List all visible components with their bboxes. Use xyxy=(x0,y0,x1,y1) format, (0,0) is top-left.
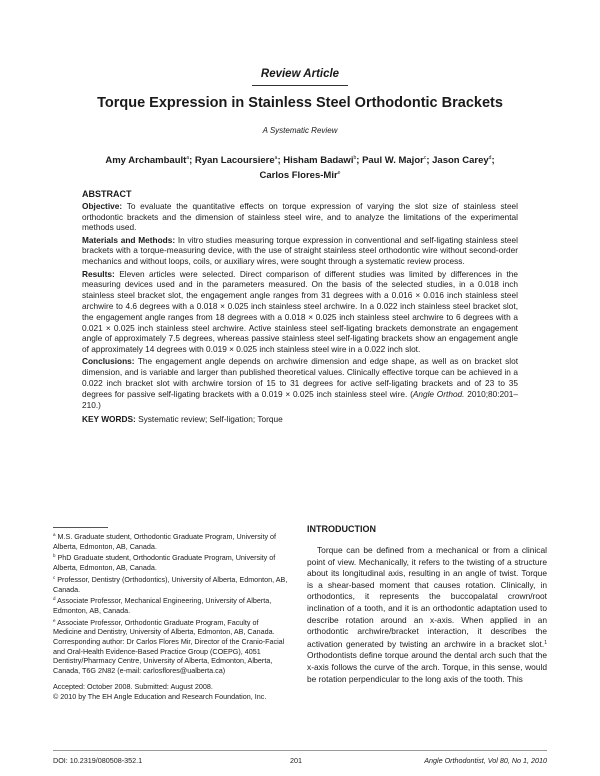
author-name: Paul W. Major$^c$; xyxy=(362,155,433,166)
corresponding-author: Corresponding author: Dr Carlos Flores Mir, Director of the Cranio-Facial and Oral-Health Evidence-Based Practice Group (COEPG), 4051 Dentistry/Pharmacy Centre, University of Alberta, Edmonton, Alberta, Canada, T6G 2N82 (e-mail: carlosflores@ualberta.ca) xyxy=(53,637,285,676)
footnote: $^c$ Professor, Dentistry (Orthodontics), University of Alberta, Edmonton, AB, Canada. xyxy=(53,574,288,594)
author-name: Ryan Lacoursiere$^a$; xyxy=(194,155,284,166)
abstract-conclusions: Conclusions: The engagement angle depends on archwire dimension and edge shape, as well as on bracket slot dimension, and is variable and larger than published theoretical values. Clinically effective torque can be achieved in a 0.022 inch bracket slot with archwire torsion of 15 to 31 degrees for active self-ligating brackets and of 23 to 35 degrees for passive self-ligating brackets with a 0.019 × 0.025 inch stainless steel wire. (Angle Orthod. 2010;80:201–210.) xyxy=(82,356,519,410)
footnote: $^d$ Associate Professor, Mechanical Engineering, University of Alberta, Edmonton, AB, Canada. xyxy=(53,596,272,615)
footnotes xyxy=(53,530,288,701)
author-name: Hisham Badawi$^b$; xyxy=(283,155,363,166)
journal-info: Angle Orthodontist, Vol 80, No 1, 2010 xyxy=(424,756,547,765)
abstract xyxy=(82,189,518,427)
author-name: Carlos Flores-Mir$^e$ xyxy=(259,170,341,181)
citation-journal: Angle Orthod. xyxy=(412,388,465,399)
abstract-heading: ABSTRACT xyxy=(82,189,132,199)
footer-rule xyxy=(53,750,547,751)
article-subtitle: A Systematic Review xyxy=(262,126,338,135)
section-rule xyxy=(252,85,348,86)
footnote: $^e$ Associate Professor, Orthodontic Graduate Program, Faculty of Medicine and Dentistry, University of Alberta, Edmonton, AB, Canada. xyxy=(53,617,275,637)
author-list xyxy=(40,152,560,182)
section-label: Review Article xyxy=(260,68,340,80)
reference-mark: 1 xyxy=(544,639,547,646)
footnote: $^b$ PhD Graduate student, Orthodontic Graduate Program, University of Alberta, Edmonton, AB, Canada. xyxy=(53,553,276,573)
keywords: KEY WORDS: Systematic review; Self-ligation; Torque xyxy=(82,414,283,425)
introduction-heading: INTRODUCTION xyxy=(307,524,376,534)
introduction-text: Torque can be defined from a mechanical or from a clinical point of view. Mechanically, it refers to the twisting of a structure about its longitudinal axis, resulting in an angle of twist. Torque is a shear-based moment that causes rotation. Clinically, in orthodontics, it represents the buccopalatal crown/root inclination of a tooth, and it is an orthodontic adaptation used to describe rotation around an x-axis. When applied in an orthodontic archwire/bracket interaction, it describes the activation generated by twisting an archwire in a bracket slot.$^1$ Orthodontists define torque around the dental arch such that the x-axis follows the curve of the arch. Torque, in this sense, would be rotation perpendicular to the long axis of the tooth. This xyxy=(307,545,547,684)
copyright: © 2010 by The EH Angle Education and Research Foundation, Inc. xyxy=(53,691,267,701)
abstract-methods: Materials and Methods: In vitro studies measuring torque expression in conventional and self-ligating stainless steel brackets with a torque-measuring device, with the use of straight stainless steel orthodontic wire without second-order mechanics and without loops, coils, or auxiliary wires, were sought through a systematic review process. xyxy=(82,234,518,267)
author-name: Amy Archambault$^a$; xyxy=(105,155,195,166)
author-name: Jason Carey$^d$; xyxy=(432,155,495,166)
footnote: $^a$ M.S. Graduate student, Orthodontic Graduate Program, University of Alberta, Edmonton, AB, Canada. xyxy=(53,532,277,551)
page-number: 201 xyxy=(290,756,302,765)
abstract-results: Results: Eleven articles were selected. Direct comparison of different studies was limited by differences in the measuring devices used and in the parameters measured. On the basis of the selected studies, in a 0.018 inch stainless steel bracket slot, the engagement angle ranges from 31 degrees with a 0.016 × 0.016 inch stainless steel archwire to 4.6 degrees with a 0.018 × 0.025 inch stainless steel archwire. In a 0.022 inch stainless steel bracket slot, the engagement angle ranges from 18 degrees with a 0.018 × 0.025 inch stainless steel archwire to 6 degrees with a 0.021 × 0.025 inch stainless steel archwire. Active stainless steel self-ligating brackets demonstrate an engagement angle of approximately 7.5 degrees, whereas passive stainless steel self-ligating brackets show an engagement angle of approximately 14 degrees with 0.019 × 0.025 inch stainless steel wire in a 0.022 inch slot. xyxy=(82,268,518,355)
article-title: Torque Expression in Stainless Steel Orthodontic Brackets xyxy=(97,95,503,111)
doi: DOI: 10.2319/080508-352.1 xyxy=(53,756,143,765)
footnote-rule xyxy=(53,527,108,528)
accepted-date: Accepted: October 2008. Submitted: August 2008. xyxy=(53,681,213,691)
abstract-objective: Objective: To evaluate the quantitative effects on torque expression of varying the slot size of stainless steel orthodontic brackets and the dimension of stainless steel wire, and to analyze the limitations of the experimental methods used. xyxy=(82,200,519,233)
